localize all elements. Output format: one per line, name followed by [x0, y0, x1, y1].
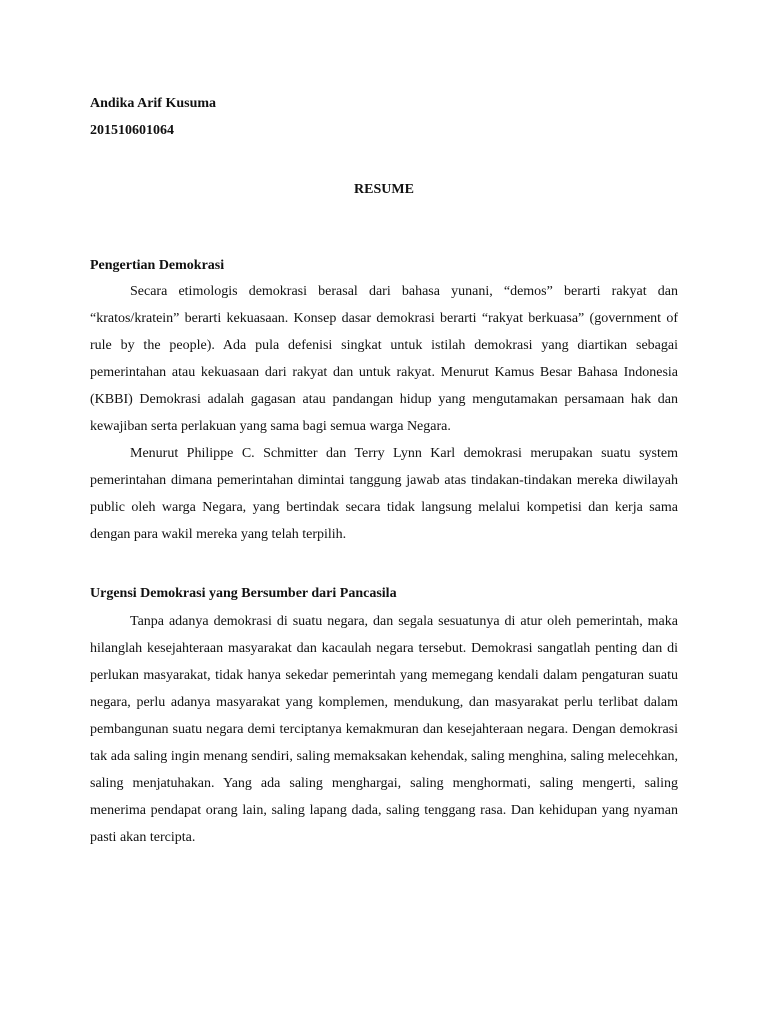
paragraph: Secara etimologis demokrasi berasal dari bahasa yunani, “demos” berarti rakyat dan “kratos/kratein” berarti kekuasaan. Konsep dasar demokrasi berarti “rakyat berkuasa” (government of rule by the people). Ada pula defenisi singkat untuk istilah demokrasi yang diartikan sebagai pemerintahan atau kekuasaan dari rakyat dan untuk rakyat. Menurut Kamus Besar Bahasa Indonesia (KBBI) Demokrasi adalah gagasan atau pandangan hidup yang mengutamakan persamaan hak dan kewajiban serta perlakuan yang sama bagi semua warga Negara.	[90, 284, 678, 434]
paragraph: Tanpa adanya demokrasi di suatu negara, dan segala sesuatunya di atur oleh pemerintah, maka hilanglah kesejahteraan masyarakat dan kacaulah negara tersebut. Demokrasi sangatlah penting dan di perlukan masyarakat, tidak hanya sekedar pemerintah yang memegang kendali dalam pengaturan suatu negara, perlu adanya masyarakat yang komplemen, mendukung, dan masyarakat perlu terlibat dalam pembangunan suatu negara demi terciptanya kemakmuran dan kesejahteraan negara. Dengan demokrasi tak ada saling ingin menang sendiri, saling memaksakan kehendak, saling menghina, saling melecehkan, saling menjatuhakan. Yang ada saling menghargai, saling menghormati, saling mengerti, saling menerima pendapat orang lain, saling lapang dada, saling tenggang rasa. Dan kehidupan yang nyaman pasti akan tercipta.	[90, 614, 678, 845]
author-name: Andika Arif Kusuma	[90, 96, 217, 111]
section-heading-pengertian: Pengertian Demokrasi	[90, 258, 225, 273]
paragraph: Menurut Philippe C. Schmitter dan Terry Lynn Karl demokrasi merupakan suatu system pemerintahan dimana pemerintahan dimintai tanggung jawab atas tindakan-tindakan mereka diwilayah public oleh warga Negara, yang bertindak secara tidak langsung melalui kompetisi dan kerja sama dengan para wakil mereka yang telah terpilih.	[90, 446, 678, 542]
student-id: 201510601064	[90, 123, 174, 138]
document-body	[90, 90, 678, 851]
section-heading-urgensi: Urgensi Demokrasi yang Bersumber dari Pancasila	[90, 586, 397, 601]
document-title: RESUME	[354, 182, 414, 197]
